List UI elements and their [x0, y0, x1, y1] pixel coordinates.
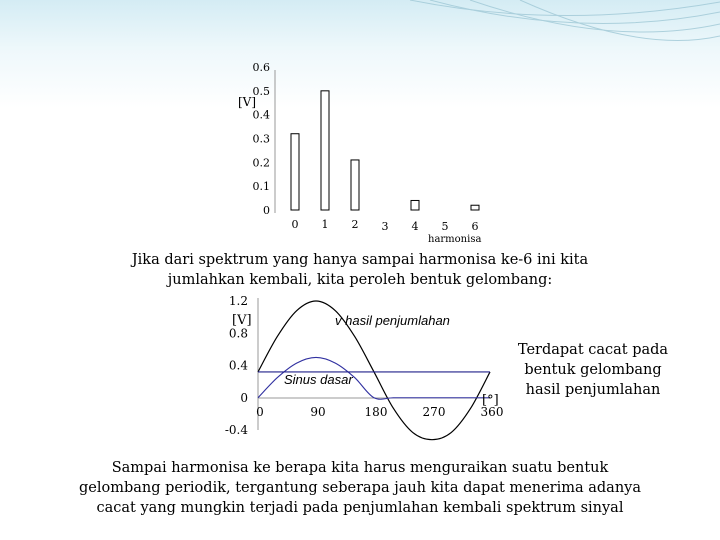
spectrum-bar: [291, 134, 299, 210]
spectrum-y-tick: 0.3: [252, 132, 270, 146]
waveform-y-tick: 1.2: [228, 294, 248, 308]
waveform-x-tick: 360: [480, 405, 504, 419]
spectrum-bar: [471, 205, 479, 210]
side-note-text: Terdapat cacat pada bentuk gelombang hasil penjumlahan: [517, 342, 669, 398]
spectrum-bar: [321, 91, 329, 210]
spectrum-y-tick: 0: [263, 204, 270, 217]
waveform-y-tick: 0: [240, 390, 248, 405]
spectrum-bar-chart: [238, 61, 481, 245]
footer-text: Sampai harmonisa ke berapa kita harus menguraikan suatu bentuk gelombang periodik, tergantung seberapa jauh kita dapat menerima adanya cacat yang mungkin terjadi pada penjumlahan kembali spektrum sinyal: [78, 460, 641, 516]
spectrum-x-label: harmonisa: [428, 234, 482, 245]
spectrum-y-label: [V]: [238, 95, 257, 109]
spectrum-y-tick: 0.1: [252, 180, 270, 194]
waveform-x-tick: 0: [256, 405, 264, 419]
spectrum-x-tick: 1: [321, 218, 329, 231]
waveform-x-tick: 90: [310, 405, 326, 419]
spectrum-y-tick: 0.5: [252, 84, 270, 98]
waveform-y-tick: 0.8: [228, 326, 248, 341]
spectrum-x-tick: 3: [381, 220, 389, 233]
spectrum-bar: [351, 160, 359, 210]
waveform-y-tick: -0.4: [224, 423, 248, 437]
waveform-y-tick: 0.4: [228, 358, 248, 373]
spectrum-bar: [411, 200, 419, 210]
waveform-line-chart: [225, 294, 504, 440]
fundamental-sine-annotation: Sinus dasar: [284, 372, 353, 387]
spectrum-y-tick: 0.2: [252, 156, 270, 170]
spectrum-x-tick: 2: [351, 218, 359, 231]
sum-wave-annotation: v hasil penjumlahan: [335, 313, 450, 328]
spectrum-x-tick: 4: [411, 220, 419, 233]
waveform-x-tick: 180: [364, 405, 388, 419]
spectrum-x-tick: 5: [441, 220, 449, 233]
waveform-x-label: [°]: [482, 393, 499, 408]
spectrum-x-tick: 0: [291, 218, 299, 231]
spectrum-y-tick: 0.6: [252, 61, 270, 74]
waveform-y-label: [V]: [232, 313, 252, 328]
waveform-x-tick: 270: [422, 405, 446, 419]
spectrum-x-tick: 6: [471, 220, 479, 233]
caption-text: Jika dari spektrum yang hanya sampai harmonisa ke-6 ini kita jumlahkan kembali, kita peroleh bentuk gelombang:: [131, 252, 589, 288]
spectrum-y-tick: 0.4: [252, 108, 270, 122]
